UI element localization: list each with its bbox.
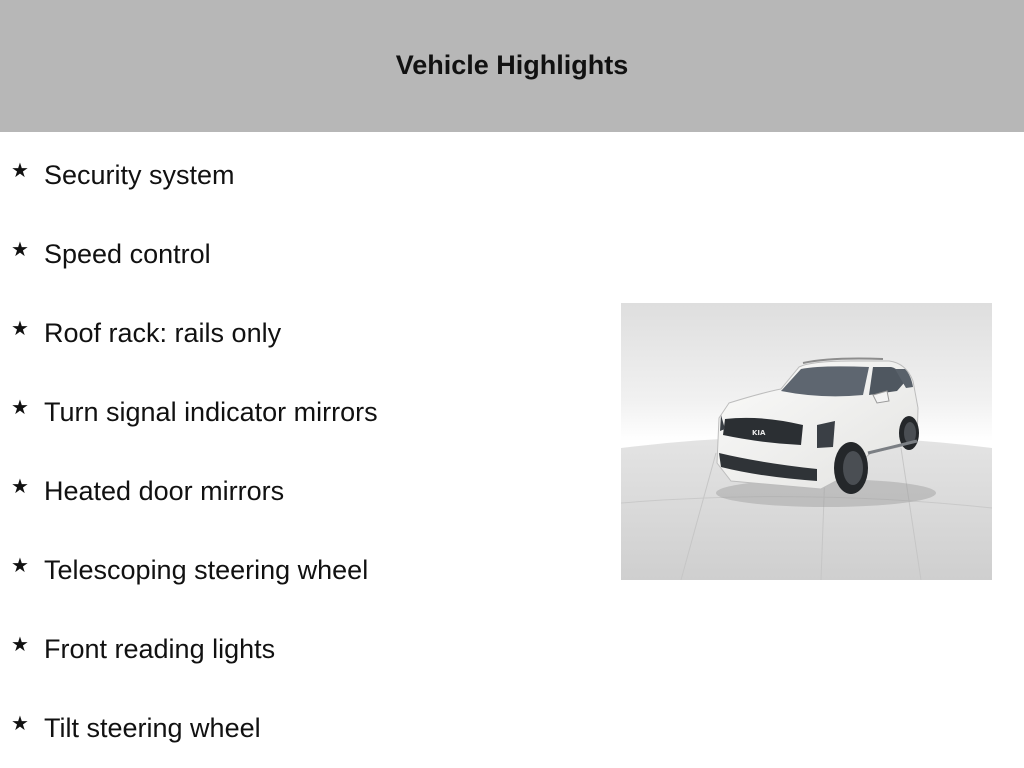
star-icon: ★ xyxy=(11,632,29,656)
highlight-label: Heated door mirrors xyxy=(44,476,285,506)
star-icon: ★ xyxy=(11,474,29,498)
highlight-label: Front reading lights xyxy=(44,634,276,664)
star-icon: ★ xyxy=(11,237,29,261)
star-icon: ★ xyxy=(11,711,29,735)
highlight-label: Roof rack: rails only xyxy=(44,318,282,348)
page-header xyxy=(0,0,1024,132)
page-title: Vehicle Highlights xyxy=(395,49,629,80)
star-icon: ★ xyxy=(11,316,29,340)
star-icon: ★ xyxy=(11,158,29,182)
svg-text:KIA: KIA xyxy=(752,429,766,437)
highlight-label: Telescoping steering wheel xyxy=(44,555,369,585)
vehicle-photo xyxy=(621,303,992,580)
white-suv-icon xyxy=(621,303,992,580)
star-icon: ★ xyxy=(11,553,29,577)
highlight-label: Turn signal indicator mirrors xyxy=(44,397,378,427)
highlight-label: Speed control xyxy=(44,239,211,269)
highlight-label: Tilt steering wheel xyxy=(44,713,261,743)
star-icon: ★ xyxy=(11,395,29,419)
highlight-label: Security system xyxy=(44,160,235,190)
